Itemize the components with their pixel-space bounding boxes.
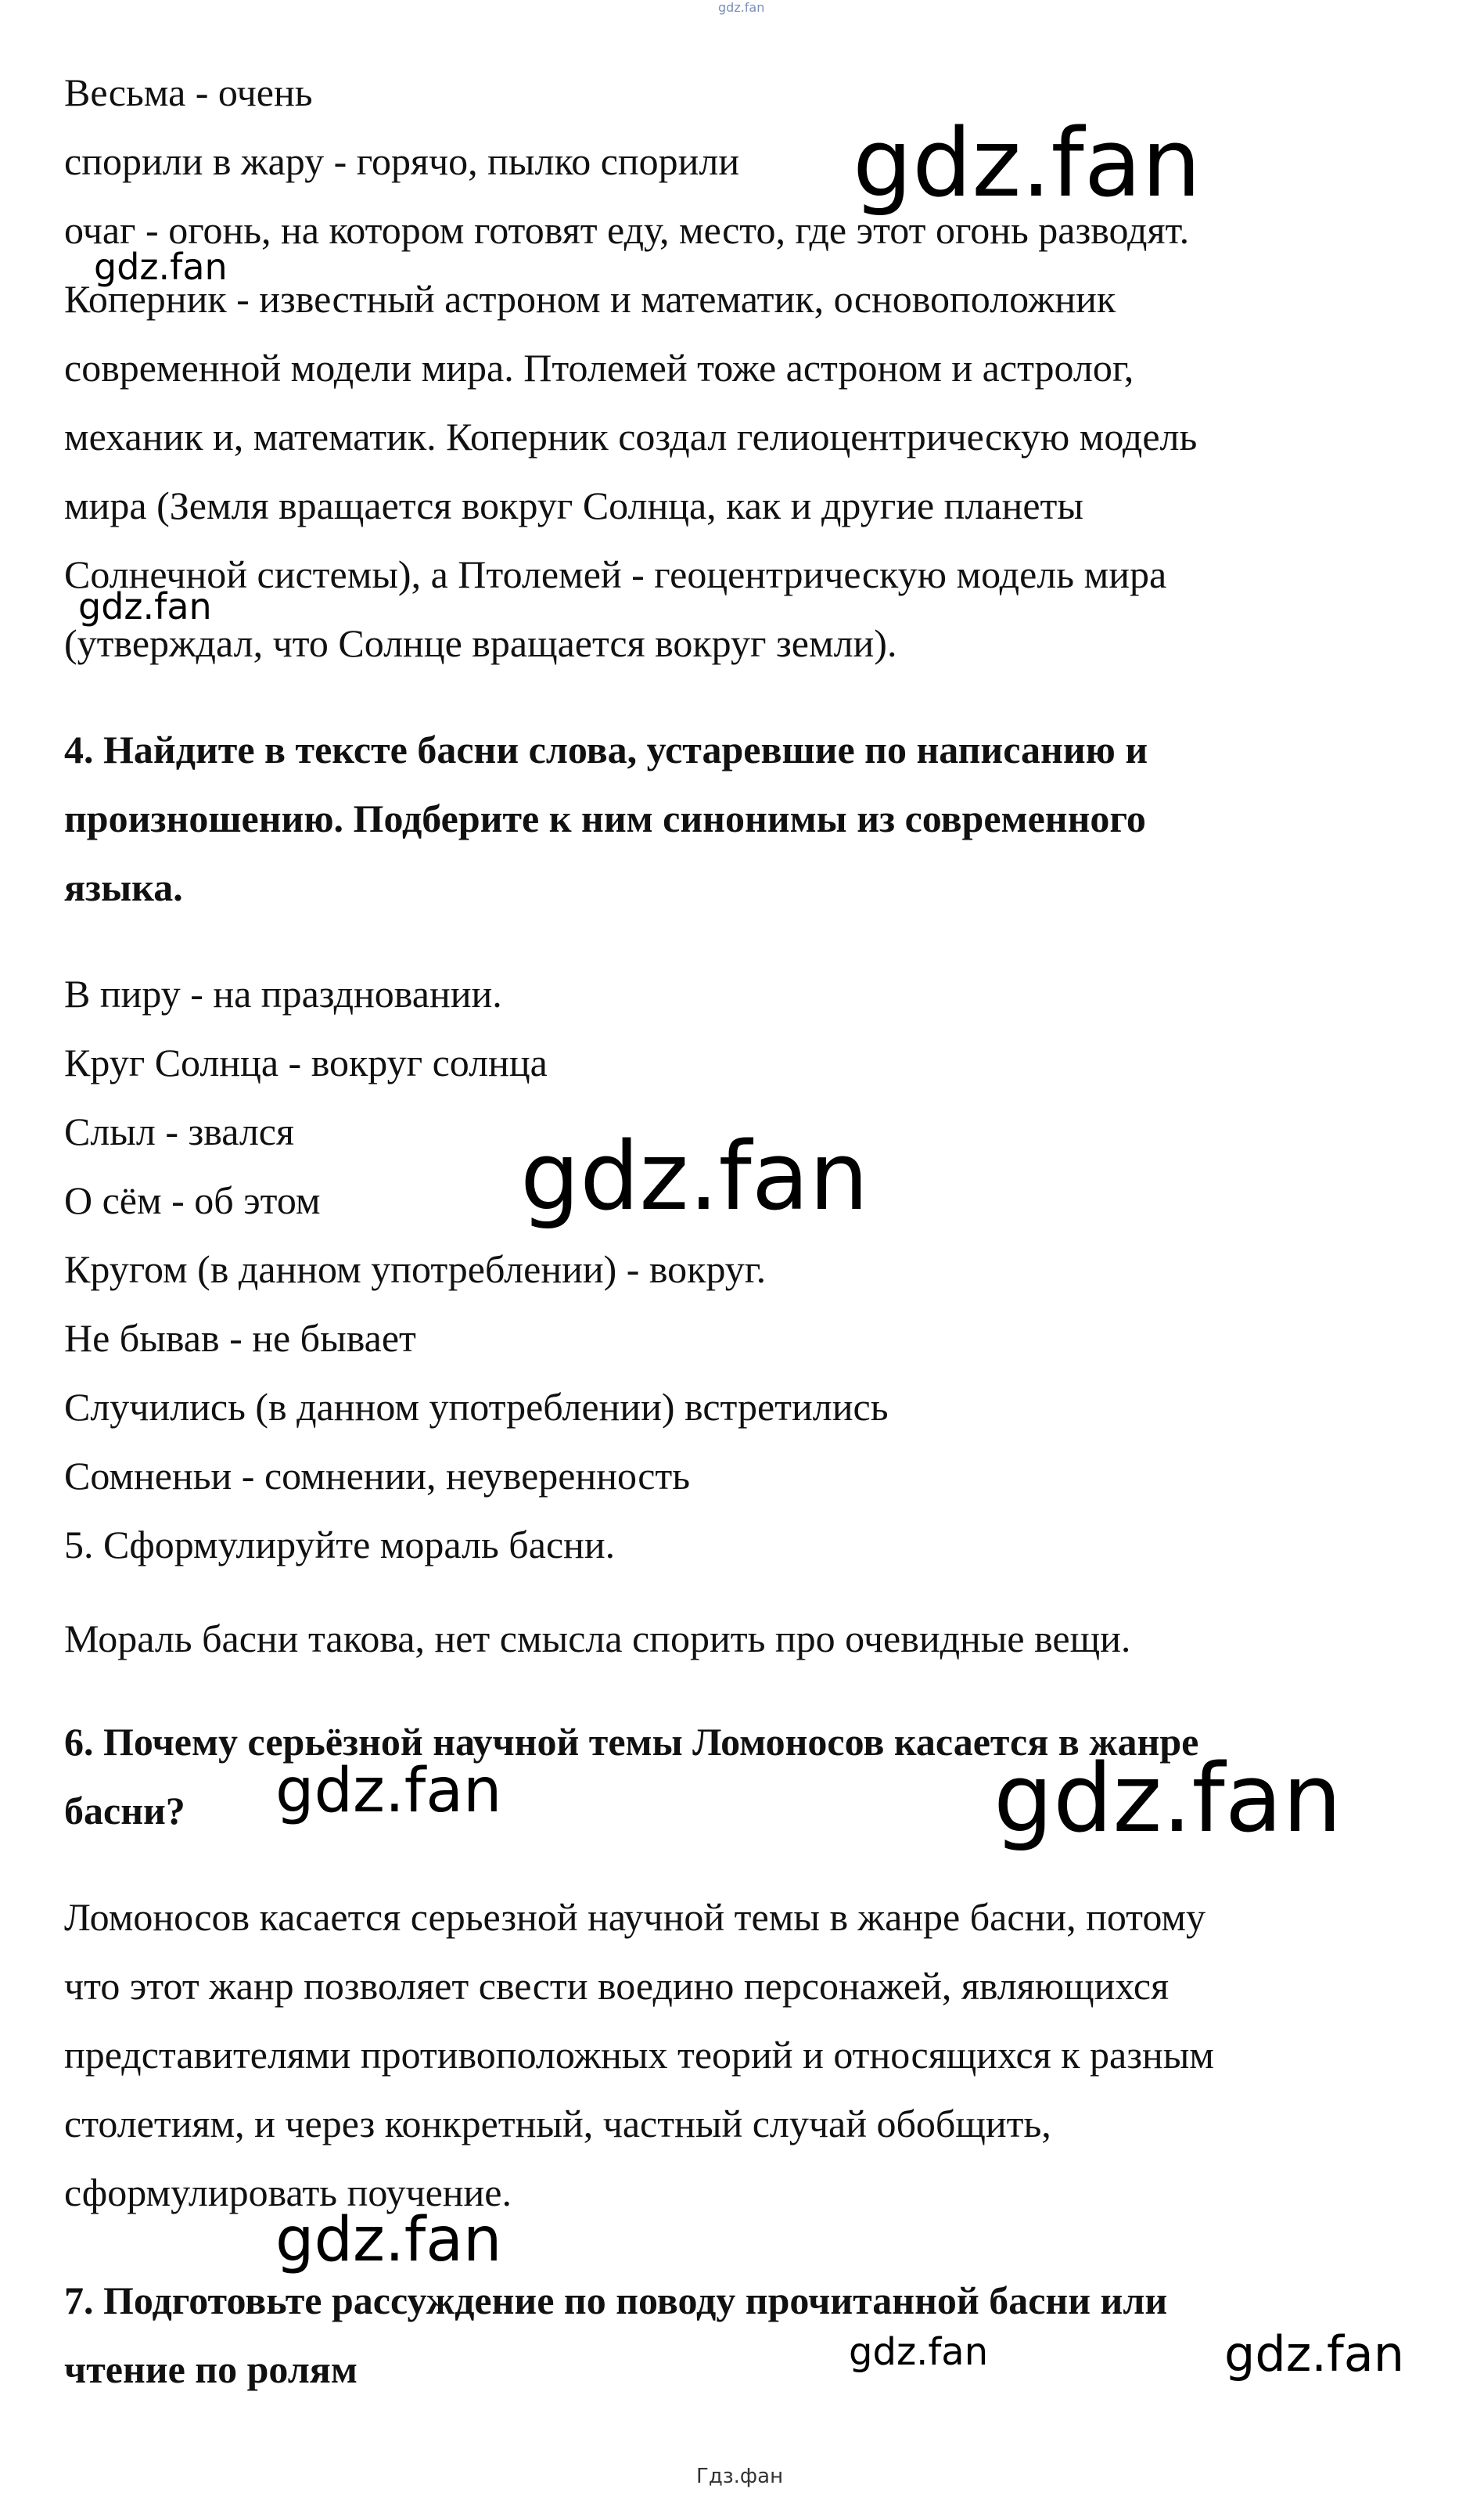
watermark: gdz.fan <box>994 1745 1342 1854</box>
question-6-heading: 6. Почему серьёзной научной темы Ломоносов касается в жанре <box>64 1720 1199 1764</box>
watermark: gdz.fan <box>849 2330 989 2374</box>
text-line: спорили в жару - горячо, пылко спорили <box>64 139 740 183</box>
text-line: сформулировать поучение. <box>64 2171 512 2214</box>
text-line: (утверждал, что Солнце вращается вокруг земли). <box>64 621 897 665</box>
question-4-heading: 4. Найдите в тексте басни слова, устаревшие по написанию и <box>64 728 1148 771</box>
synonym-line: Круг Солнца - вокруг солнца <box>64 1041 548 1084</box>
synonym-line: Кругом (в данном употреблении) - вокруг. <box>64 1247 767 1291</box>
text-line: современной модели мира. Птолемей тоже астроном и астролог, <box>64 346 1134 390</box>
text-line: Весьма - очень <box>64 70 313 114</box>
text-line: Ломоносов касается серьезной научной темы в жанре басни, потому <box>64 1895 1206 1939</box>
question-4-heading: произношению. Подберите к ним синонимы из современного <box>64 797 1146 840</box>
watermark: gdz.fan <box>520 1123 869 1232</box>
question-7-heading: чтение по ролям <box>64 2347 358 2391</box>
text-line: представителями противоположных теорий и относящихся к разным <box>64 2033 1214 2077</box>
text-line: механик и, математик. Коперник создал гелиоцентрическую модель <box>64 415 1198 459</box>
question-6-heading: басни? <box>64 1789 185 1832</box>
question-4-heading: языка. <box>64 865 183 909</box>
synonym-line: Слыл - звался <box>64 1110 294 1153</box>
watermark: gdz.fan <box>94 246 228 288</box>
watermark: gdz.fan <box>275 1756 502 1826</box>
watermark: gdz.fan <box>1224 2325 1405 2383</box>
synonym-line: Не бывав - не бывает <box>64 1316 416 1360</box>
text-line: Солнечной системы), а Птолемей - геоцентрическую модель мира <box>64 552 1167 596</box>
synonym-line: Сомненьи - сомнении, неуверенность <box>64 1454 691 1498</box>
header-watermark: gdz.fan <box>718 0 765 15</box>
watermark: gdz.fan <box>78 585 212 628</box>
text-line: очаг - огонь, на котором готовят еду, место, где этот огонь разводят. <box>64 208 1190 252</box>
text-line: что этот жанр позволяет свести воедино персонажей, являющихся <box>64 1964 1170 2008</box>
synonym-line: В пиру - на праздновании. <box>64 972 502 1016</box>
text-line: Мораль басни такова, нет смысла спорить про очевидные вещи. <box>64 1617 1131 1660</box>
watermark: gdz.fan <box>275 2205 502 2275</box>
question-7-heading: 7. Подготовьте рассуждение по поводу прочитанной басни или <box>64 2278 1168 2322</box>
synonym-line: О сём - об этом <box>64 1178 321 1222</box>
watermark: gdz.fan <box>853 110 1202 218</box>
synonym-line: Случились (в данном употреблении) встретились <box>64 1385 889 1429</box>
footer-watermark: Гдз.фан <box>696 2465 784 2488</box>
text-line: мира (Земля вращается вокруг Солнца, как и другие планеты <box>64 484 1083 527</box>
text-line: столетиям, и через конкретный, частный случай обобщить, <box>64 2102 1051 2145</box>
question-5-heading: 5. Сформулируйте мораль басни. <box>64 1523 616 1566</box>
text-line: Коперник - известный астроном и математик, основоположник <box>64 277 1116 321</box>
